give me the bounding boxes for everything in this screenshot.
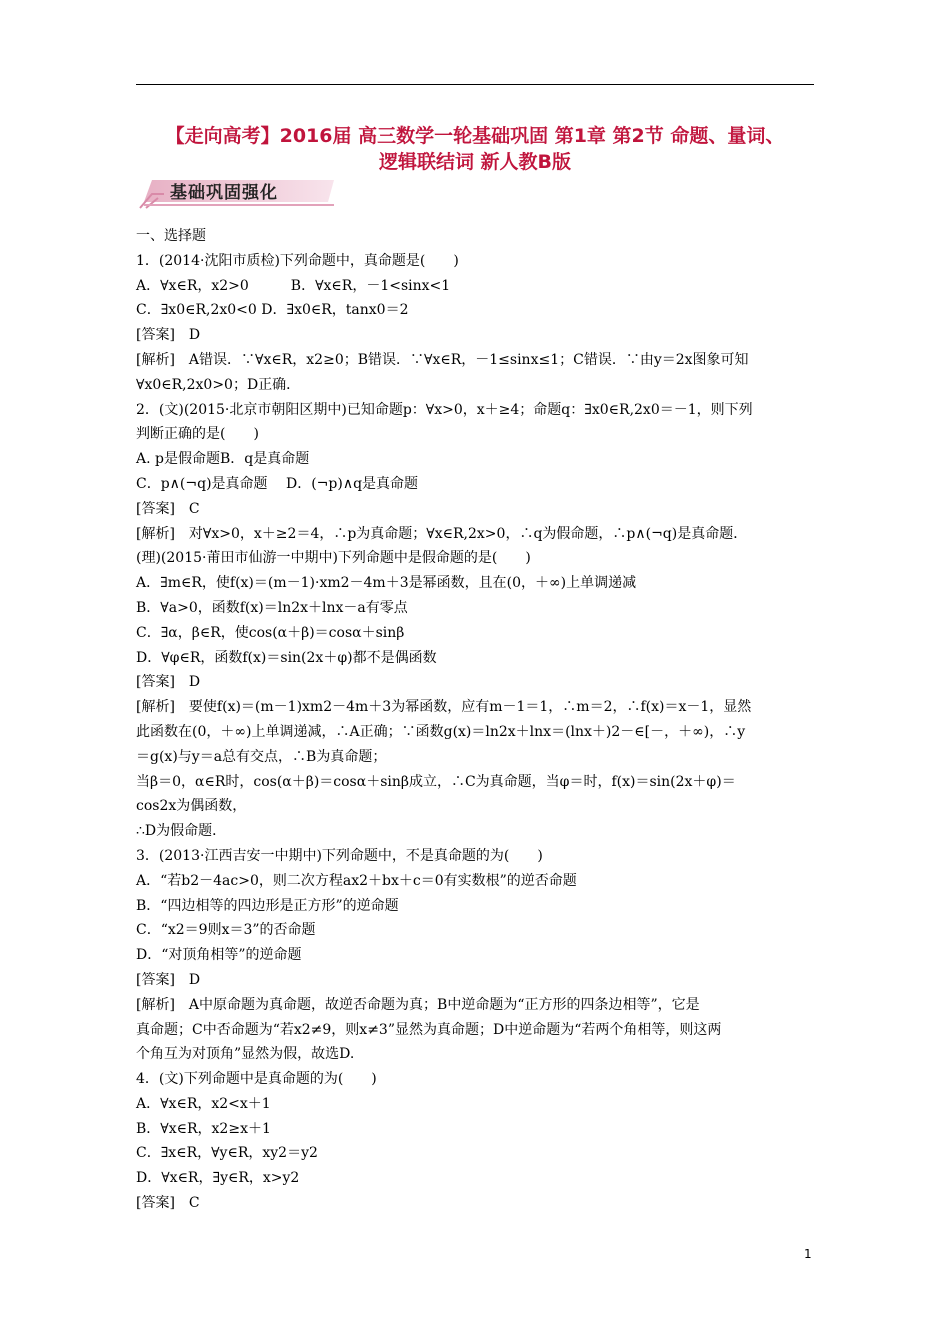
document-body — [136, 224, 816, 1216]
option-line: D．∀x∈R，∃y∈R，x>y2 — [136, 1170, 300, 1187]
option-line: A．∀x∈R，x2>0 B．∀x∈R，－1<sinx<1 — [136, 277, 451, 294]
analysis-line: 真命题；C中否命题为“若x2≠9，则x≠3”显然为真命题；D中逆命题为“若两个角相等，则这两 — [136, 1021, 722, 1038]
answer-line: [答案] C — [136, 500, 200, 517]
answer-line: [答案] C — [136, 1195, 200, 1212]
page-number: 1 — [804, 1247, 812, 1261]
question-2-li: (理)(2015·莆田市仙游一中期中)下列命题中是假命题的是( ) — [136, 550, 531, 567]
analysis-line: [解析] A中原命题为真命题，故逆否命题为真；B中逆命题为“正方形的四条边相等”，它是 — [136, 996, 700, 1013]
header-rule — [136, 84, 814, 85]
option-line: B．“四边相等的四边形是正方形”的逆命题 — [136, 897, 399, 914]
analysis-line: ∀x0∈R,2x0>0；D正确． — [136, 376, 301, 393]
option-line: A. p是假命题B．q是真命题 — [136, 451, 310, 468]
section-heading: 一、选择题 — [136, 228, 206, 244]
banner-label: 基础巩固强化 — [170, 183, 278, 203]
document-title — [136, 123, 814, 175]
analysis-line: [解析] 要使f(x)＝(m－1)xm2－4m＋3为幂函数，应有m－1＝1，∴m＝2，∴f(x)＝x－1，显然 — [136, 699, 752, 716]
analysis-line: [解析] A错误．∵∀x∈R，x2≥0；B错误．∵∀x∈R，－1≤sinx≤1；C错误．∵由y＝2x图象可知 — [136, 351, 749, 368]
answer-line: [答案] D — [136, 971, 201, 988]
title-line-2: 逻辑联结词 新人教B版 — [378, 151, 572, 173]
option-line: C．∃α，β∈R，使cos(α＋β)＝cosα＋sinβ — [136, 624, 405, 641]
option-line: B．∀x∈R，x2≥x＋1 — [136, 1120, 271, 1137]
question-1: 1．(2014·沈阳市质检)下列命题中，真命题是( ) — [136, 252, 459, 269]
question-2-cont: 判断正确的是( ) — [136, 426, 259, 443]
analysis-line: 当β＝0，α∈R时，cos(α＋β)＝cosα＋sinβ成立，∴C为真命题，当φ＝时，f(x)＝sin(2x＋φ)＝ — [136, 773, 736, 790]
title-line-1: 【走向高考】2016届 高三数学一轮基础巩固 第1章 第2节 命题、量词、 — [165, 125, 785, 147]
option-line: C．∃x∈R，∀y∈R，xy2＝y2 — [136, 1145, 318, 1162]
option-line: A．∀x∈R，x2<x＋1 — [136, 1095, 271, 1112]
analysis-line: [解析] 对∀x>0，x＋≥2＝4，∴p为真命题；∀x∈R,2x>0，∴q为假命题，∴p∧(¬q)是真命题． — [136, 525, 748, 542]
answer-line: [答案] D — [136, 674, 201, 691]
question-3: 3．(2013·江西吉安一中期中)下列命题中，不是真命题的为( ) — [136, 847, 543, 864]
analysis-line: cos2x为偶函数， — [136, 798, 247, 815]
option-line: A．“若b2－4ac>0，则二次方程ax2＋bx＋c＝0有实数根”的逆否命题 — [136, 872, 577, 889]
analysis-line: ∴D为假命题． — [136, 823, 227, 840]
section-banner — [138, 176, 334, 210]
option-line: D．“对顶角相等”的逆命题 — [136, 947, 302, 964]
option-line: A．∃m∈R，使f(x)＝(m－1)·xm2－4m＋3是幂函数，且在(0，＋∞)上单调递减 — [136, 575, 637, 592]
option-line: C．p∧(¬q)是真命题 D．(¬p)∧q是真命题 — [136, 475, 419, 492]
analysis-line: ＝g(x)与y＝a总有交点，∴B为真命题； — [136, 748, 387, 765]
option-line: B．∀a>0，函数f(x)＝ln2x＋lnx－a有零点 — [136, 599, 408, 616]
answer-line: [答案] D — [136, 327, 201, 344]
option-line: C．∃x0∈R,2x0<0 D．∃x0∈R，tanx0＝2 — [136, 302, 409, 319]
option-line: C．“x2＝9则x＝3”的否命题 — [136, 922, 316, 939]
option-line: D．∀φ∈R，函数f(x)＝sin(2x＋φ)都不是偶函数 — [136, 649, 437, 666]
question-2: 2．(文)(2015·北京市朝阳区期中)已知命题p：∀x>0，x＋≥4；命题q：∃x0∈R,2x0＝－1，则下列 — [136, 401, 753, 418]
question-4: 4．(文)下列命题中是真命题的为( ) — [136, 1071, 377, 1088]
analysis-line: 个角互为对顶角”显然为假，故选D. — [136, 1046, 355, 1063]
analysis-line: 此函数在(0，＋∞)上单调递减，∴A正确；∵函数g(x)＝ln2x＋lnx＝(lnx＋)2－∈[－，＋∞)，∴y — [136, 723, 746, 740]
